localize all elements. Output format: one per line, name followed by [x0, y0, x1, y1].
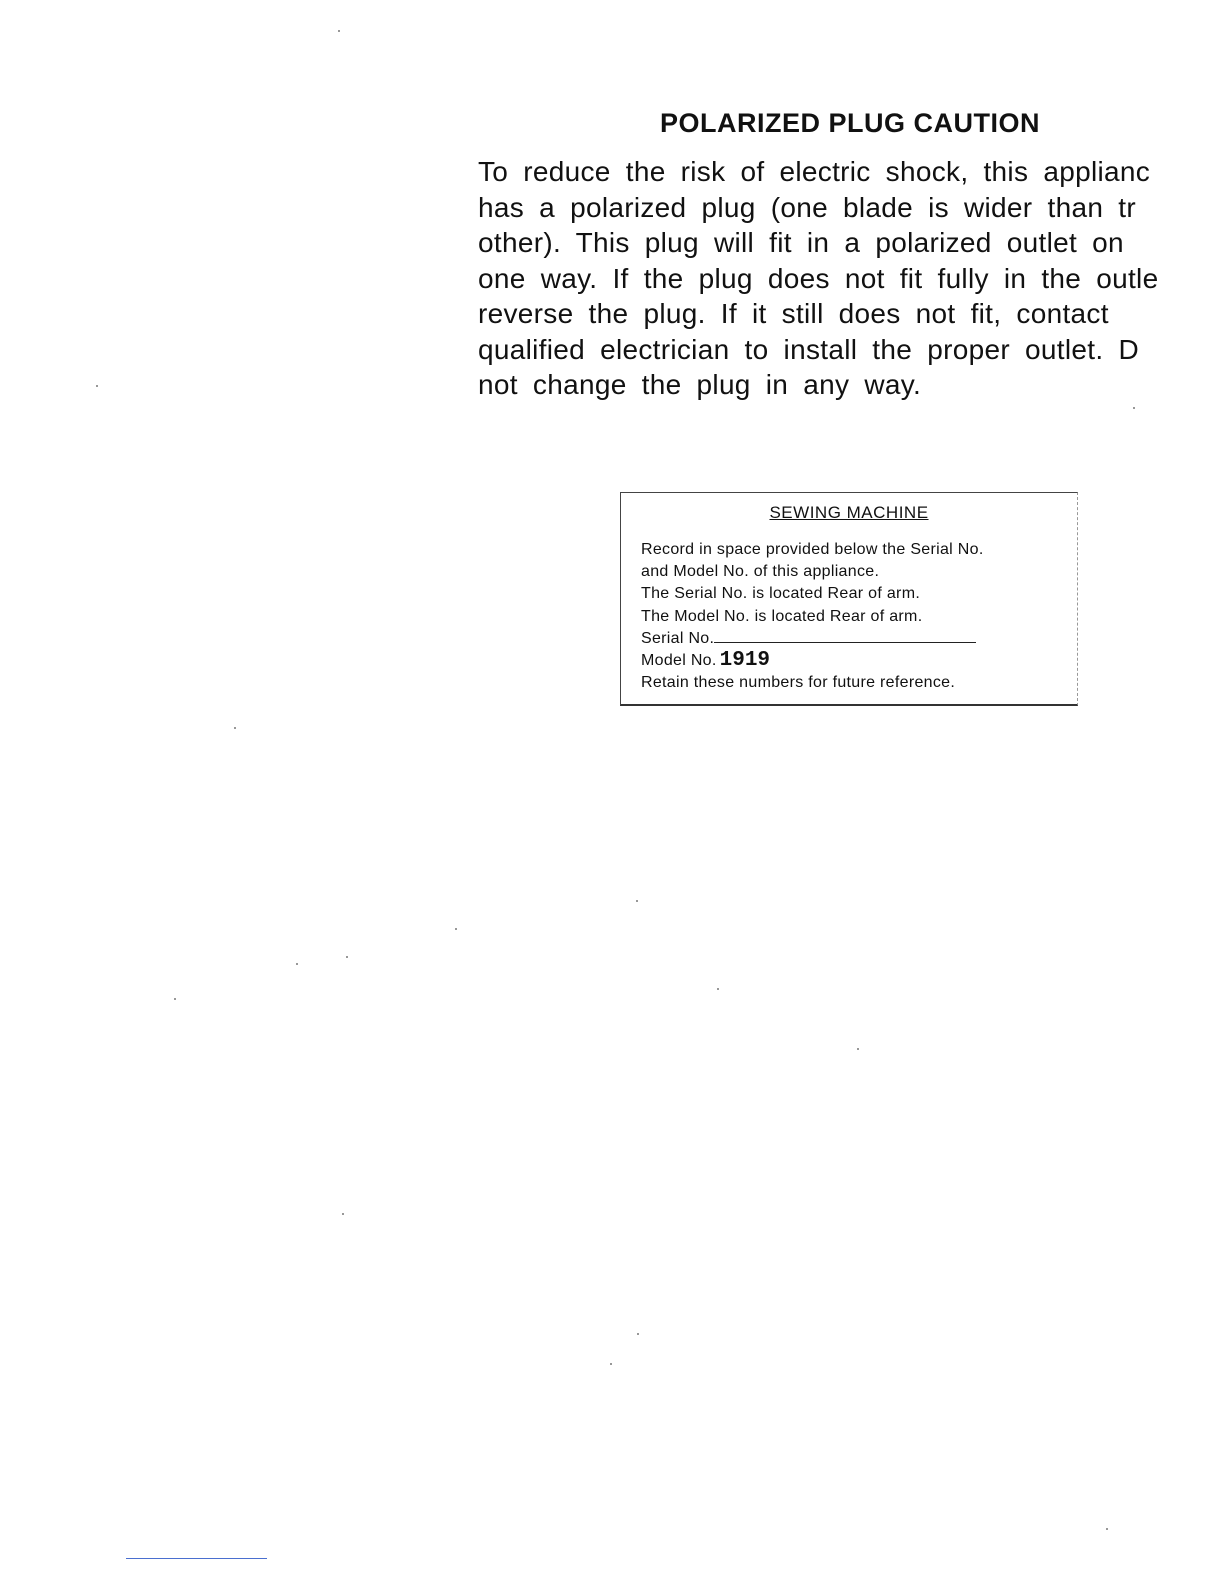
scan-speck	[455, 928, 457, 930]
scan-speck	[338, 30, 340, 32]
caution-line: reverse the plug. If it still does not fit, contact	[478, 298, 1109, 329]
caution-line: one way. If the plug does not fit fully in the outle	[478, 262, 1159, 294]
serial-number-row	[641, 628, 1071, 650]
scan-speck	[636, 900, 638, 902]
page-title: POLARIZED PLUG CAUTION	[660, 108, 1040, 138]
model-number-value: 1919	[719, 649, 771, 673]
record-instruction-line: and Model No. of this appliance.	[641, 563, 880, 581]
scan-speck	[296, 963, 298, 965]
scan-speck	[234, 727, 236, 729]
scan-speck	[342, 1213, 344, 1215]
scan-speck	[96, 385, 98, 387]
caution-line: has a polarized plug (one blade is wider than tr	[478, 191, 1136, 223]
scan-speck	[174, 998, 176, 1000]
serial-record-box	[620, 492, 1078, 706]
model-number-label: Model No.	[641, 652, 717, 670]
record-box-heading: SEWING MACHINE	[769, 503, 929, 522]
scan-speck	[346, 956, 348, 958]
caution-line: To reduce the risk of electric shock, this applianc	[478, 156, 1151, 187]
scan-speck	[610, 1363, 612, 1365]
scan-speck	[857, 1048, 859, 1050]
caution-line: not change the plug in any way.	[478, 369, 922, 400]
caution-line: other). This plug will fit in a polarized outlet on	[478, 227, 1124, 258]
record-instruction-line: The Serial No. is located Rear of arm.	[641, 585, 921, 603]
scan-speck	[637, 1333, 639, 1335]
record-instruction-line: The Model No. is located Rear of arm.	[641, 607, 923, 625]
footnote-rule	[126, 1558, 267, 1559]
serial-number-blank	[714, 628, 976, 643]
model-number-row	[641, 650, 1071, 672]
caution-line: qualified electrician to install the proper outlet. D	[478, 333, 1140, 365]
serial-number-label: Serial No.	[641, 629, 715, 647]
caution-paragraph	[478, 154, 1224, 403]
record-footer-line: Retain these numbers for future reference.	[641, 674, 956, 692]
scan-speck	[1106, 1528, 1108, 1530]
scan-speck	[1133, 407, 1135, 409]
scan-speck	[717, 988, 719, 990]
record-instruction-line: Record in space provided below the Serial No.	[641, 541, 984, 558]
record-box-text	[641, 539, 1071, 694]
